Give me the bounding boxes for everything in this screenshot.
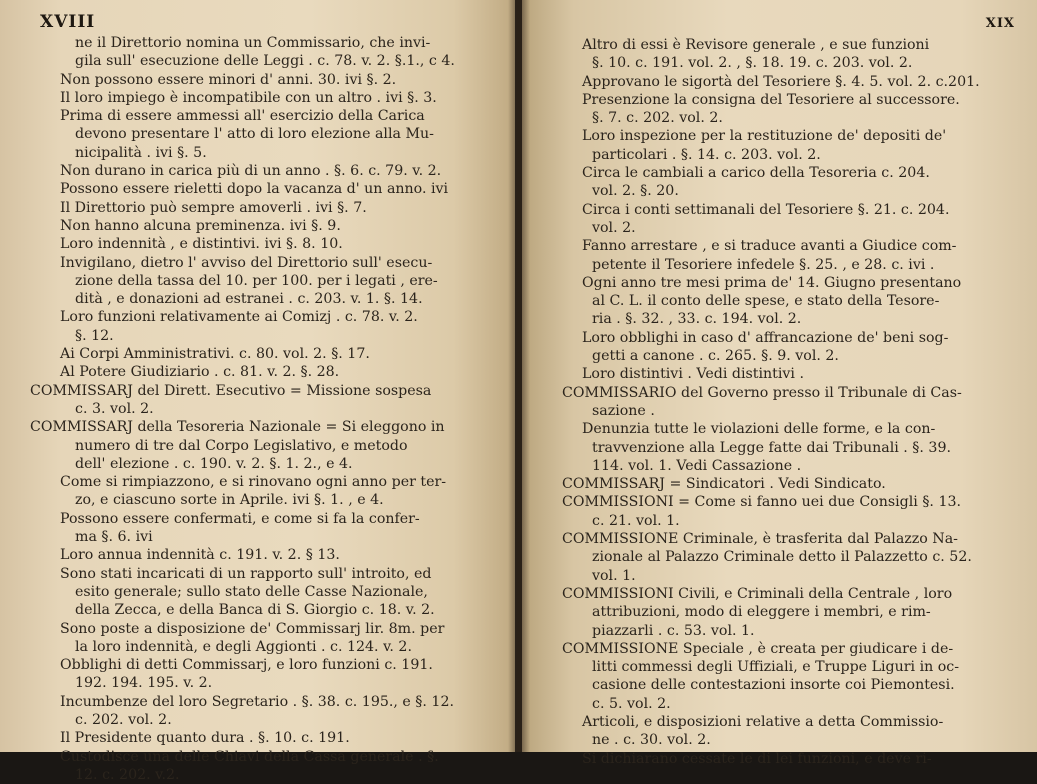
index-line: COMMISSIONE Speciale , è creata per giudicare i de- <box>562 640 954 657</box>
index-line: ne il Direttorio nomina un Commissario, che invi- <box>75 35 431 51</box>
index-line: litti commessi degli Uffiziali, e Truppe Liguri in oc- <box>592 659 960 676</box>
index-line: Altro di essi è Revisore generale , e sue funzioni <box>582 37 930 53</box>
index-line: Denunzia tutte le violazioni delle forme, e la con- <box>582 421 936 438</box>
index-line: Circa le cambiali a carico della Tesoreria c. 204. <box>582 165 930 182</box>
index-line: Il loro impiego è incompatibile con un altro . ivi §. 3. <box>60 89 437 106</box>
index-line: zione della tassa del 10. per 100. per i legati , ere- <box>75 272 438 289</box>
index-line: Ai Corpi Amministrativi. c. 80. vol. 2. §. 17. <box>60 346 370 363</box>
index-line: dità , e donazioni ad estranei . c. 203. v. 1. §. 14. <box>75 291 423 308</box>
index-line: 114. vol. 1. Vedi Cassazione . <box>592 457 802 474</box>
index-line: COMMISSIONI Civili, e Criminali della Centrale , loro <box>562 585 953 602</box>
index-line: c. 21. vol. 1. <box>592 512 680 529</box>
index-line: Articoli, e disposizioni relative a detta Commissio- <box>582 713 944 730</box>
index-line: casione delle contestazioni insorte coi Piemontesi. <box>592 677 955 694</box>
index-line: COMMISSIONE Criminale, è trasferita dal Palazzo Na- <box>562 531 958 548</box>
index-line: attribuzioni, modo di eleggere i membri, e rim- <box>592 604 931 621</box>
index-line: Loro obblighi in caso d' affrancazione de' beni sog- <box>582 329 949 346</box>
book-gutter <box>508 0 530 752</box>
index-line: COMMISSARJ del Dirett. Esecutivo = Missione sospesa <box>30 382 432 399</box>
index-line: della Zecca, e della Banca di S. Giorgio c. 18. v. 2. <box>75 602 435 619</box>
index-line: Loro distintivi . Vedi distintivi . <box>582 366 804 383</box>
index-line: gila sull' esecuzione delle Leggi . c. 78. v. 2. §.1., c 4. <box>75 53 455 70</box>
index-line: Si dichiarano cessate le di lei funzioni, e deve ri- <box>582 750 932 767</box>
index-line: Incumbenze del loro Segretario . §. 38. c. 195., e §. 12. <box>60 693 454 710</box>
index-line: Loro indennità , e distintivi. ivi §. 8. 10. <box>60 236 343 253</box>
index-line: Circa i conti settimanali del Tesoriere §. 21. c. 204. <box>582 201 950 218</box>
index-line: devono presentare l' atto di loro elezione alla Mu- <box>75 126 434 143</box>
index-line: Presenzione la consigna del Tesoriere al successore. <box>582 91 960 108</box>
index-line: zo, e ciascuno sorte in Aprile. ivi §. 1. , e 4. <box>75 492 384 509</box>
index-line: COMMISSIONI = Come si fanno uei due Consigli §. 13. <box>562 494 962 511</box>
index-line: al C. L. il conto delle spese, e stato della Tesore- <box>592 293 940 310</box>
index-line: §. 12. <box>75 327 114 344</box>
index-line: Invigilano, dietro l' avviso del Direttorio sull' esecu- <box>60 254 433 271</box>
index-line: COMMISSARIO del Governo presso il Tribunale di Cas- <box>562 384 962 401</box>
index-line: ne . c. 30. vol. 2. <box>592 732 711 749</box>
index-line: Loro annua indennità c. 191. v. 2. § 13. <box>60 547 340 564</box>
index-line: la loro indennità, e degli Aggionti . c. 124. v. 2. <box>75 638 412 655</box>
left-page-number: XVIII <box>40 12 96 32</box>
index-line: Non possono essere minori d' anni. 30. ivi §. 2. <box>60 71 397 88</box>
index-line: numero di tre dal Corpo Legislativo, e metodo <box>75 437 408 454</box>
index-line: Il Direttorio può sempre amoverli . ivi §. 7. <box>60 199 367 216</box>
index-line: COMMISSARJ = Sindicatori . Vedi Sindicato. <box>562 476 886 493</box>
right-page-number: XIX <box>985 16 1015 31</box>
index-line: §. 7. c. 202. vol. 2. <box>592 110 723 127</box>
index-line: travvenzione alla Legge fatte dai Tribunali . §. 39. <box>592 439 951 456</box>
index-line: getti a canone . c. 265. §. 9. vol. 2. <box>592 348 839 365</box>
index-line: Non durano in carica più di un anno . §. 6. c. 79. v. 2. <box>60 163 442 180</box>
index-line: Prima di essere ammessi all' esercizio della Carica <box>60 108 425 125</box>
index-line: Sono stati incaricati di un rapporto sull' introito, ed <box>60 565 432 582</box>
index-line: Non hanno alcuna preminenza. ivi §. 9. <box>60 217 341 234</box>
index-line: 192. 194. 195. v. 2. <box>75 675 213 692</box>
index-line: esito generale; sullo stato delle Casse Nazionale, <box>75 583 428 600</box>
index-line: Possono essere confermati, e come si fa la confer- <box>60 510 420 527</box>
index-line: COMMISSARJ della Tesoreria Nazionale = Si eleggono in <box>30 419 445 436</box>
index-line: Loro funzioni relativamente ai Comizj . c. 78. v. 2. <box>60 309 418 326</box>
index-line: Loro inspezione per la restituzione de' depositi de' <box>582 128 947 145</box>
index-line: c. 3. vol. 2. <box>75 400 154 417</box>
index-line: Come si rimpiazzono, e si rinovano ogni anno per ter- <box>60 474 447 491</box>
index-line: §. 10. c. 191. vol. 2. , §. 18. 19. c. 203. vol. 2. <box>592 55 913 72</box>
index-line: zionale al Palazzo Criminale detto il Palazzetto c. 52. <box>592 549 972 566</box>
index-line: Sono poste a disposizione de' Commissarj lir. 8m. per <box>60 620 445 637</box>
index-line: c. 202. vol. 2. <box>75 711 172 728</box>
index-line: nicipalità . ivi §. 5. <box>75 144 207 161</box>
index-line: ma §. 6. ivi <box>75 529 153 546</box>
index-line: 12. c. 202. v.2. <box>75 766 180 783</box>
index-line: vol. 2. <box>592 219 636 236</box>
index-line: Ogni anno tre mesi prima de' 14. Giugno presentano <box>582 274 962 291</box>
index-line: Obblighi di detti Commissarj, e loro funzioni c. 191. <box>60 657 433 674</box>
index-line: vol. 1. <box>592 567 636 584</box>
left-page-text <box>30 34 490 784</box>
right-page <box>522 0 1037 767</box>
index-line: Custodisce una delle Chiavi della Cassa generale . §. <box>60 748 439 765</box>
index-line: Possono essere rieletti dopo la vacanza d' un anno. ivi <box>60 181 449 198</box>
index-line: c. 5. vol. 2. <box>592 695 671 712</box>
left-page <box>0 0 515 783</box>
index-line: piazzarli . c. 53. vol. 1. <box>592 622 755 639</box>
index-line: ria . §. 32. , 33. c. 194. vol. 2. <box>592 311 802 328</box>
index-line: sazione . <box>592 402 655 419</box>
index-line: Fanno arrestare , e si traduce avanti a Giudice com- <box>582 238 957 255</box>
index-line: Approvano le sigortà del Tesoriere §. 4. 5. vol. 2. c.201. <box>582 73 980 90</box>
index-line: Al Potere Giudiziario . c. 81. v. 2. §. 28. <box>60 364 340 381</box>
index-line: particolari . §. 14. c. 203. vol. 2. <box>592 146 821 163</box>
index-line: vol. 2. §. 20. <box>592 183 679 200</box>
right-page-text <box>562 36 1027 768</box>
index-line: dell' elezione . c. 190. v. 2. §. 1. 2., e 4. <box>75 455 353 472</box>
index-line: Il Presidente quanto dura . §. 10. c. 191. <box>60 730 350 747</box>
index-line: petente il Tesoriere infedele §. 25. , e 28. c. ivi . <box>592 256 935 273</box>
